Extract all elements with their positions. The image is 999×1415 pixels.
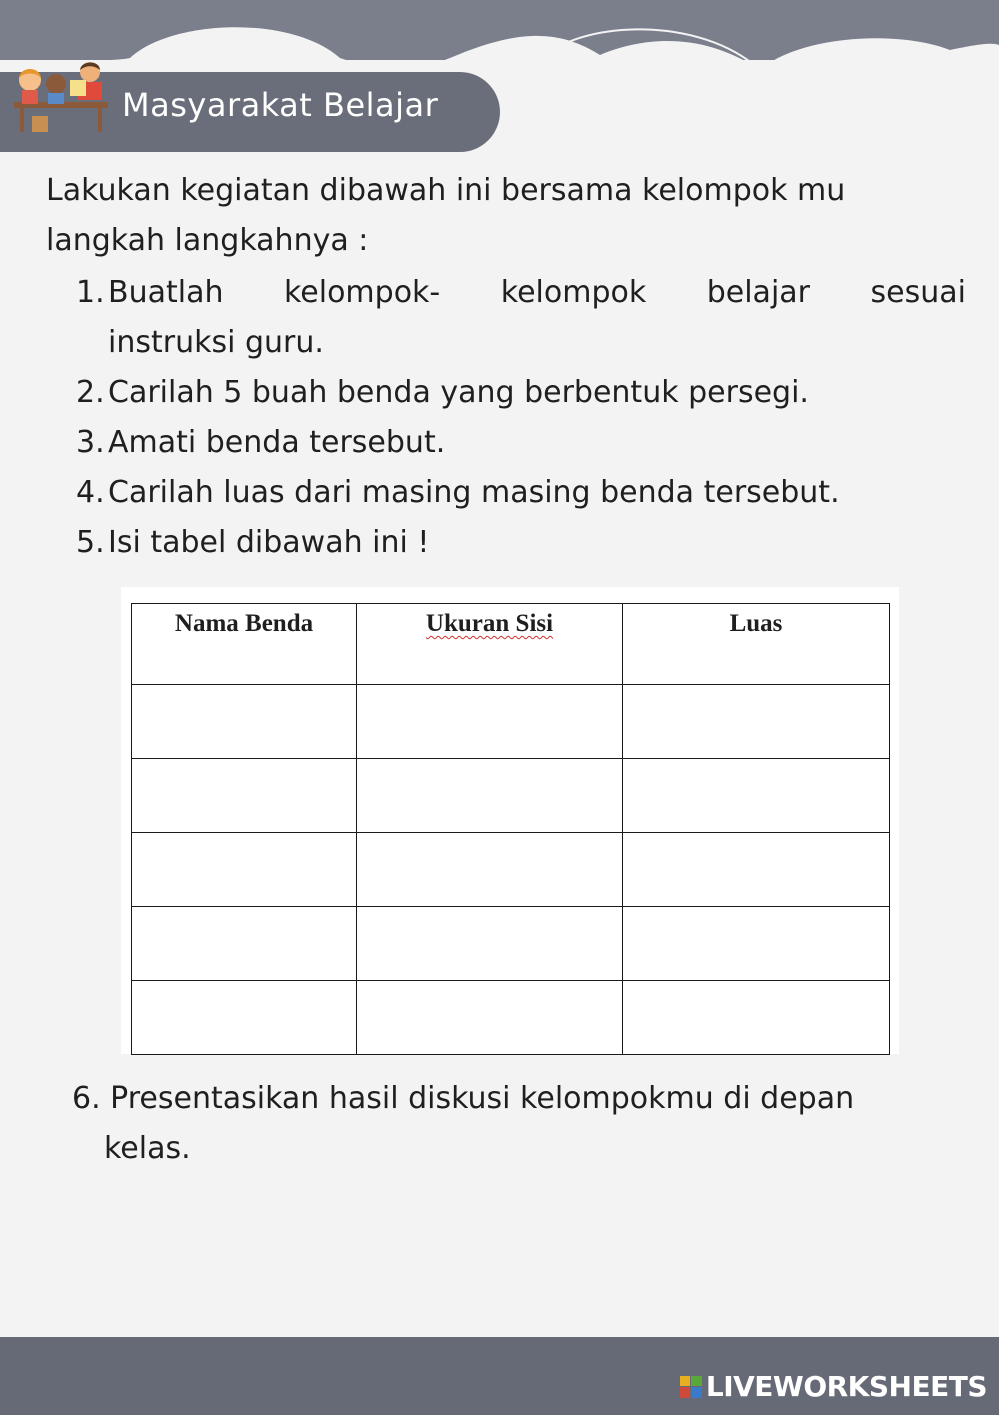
cell-nama-benda[interactable] bbox=[132, 685, 357, 759]
step-6-continuation: kelas. bbox=[104, 1131, 191, 1166]
table-row bbox=[132, 833, 890, 907]
worksheet-table-area bbox=[121, 587, 899, 1054]
cell-luas[interactable] bbox=[623, 981, 890, 1055]
kids-studying-icon bbox=[8, 58, 112, 138]
step-text: Carilah 5 buah benda yang berbentuk persegi. bbox=[108, 375, 809, 410]
step-text: Amati benda tersebut. bbox=[108, 425, 446, 460]
cell-ukuran-sisi[interactable] bbox=[357, 907, 623, 981]
cell-ukuran-sisi[interactable] bbox=[357, 981, 623, 1055]
logo-square bbox=[680, 1376, 691, 1387]
cell-ukuran-sisi[interactable] bbox=[357, 685, 623, 759]
intro-text: Lakukan kegiatan dibawah ini bersama kelompok mu langkah langkahnya : bbox=[46, 173, 846, 258]
liveworksheets-logo-icon bbox=[680, 1376, 702, 1398]
header-nama-benda: Nama Benda bbox=[132, 604, 357, 685]
step-1 bbox=[76, 268, 966, 368]
step-1-word: belajar bbox=[706, 275, 810, 310]
brand-name: LIVEWORKSHEETS bbox=[705, 1370, 987, 1403]
step-1-first-line bbox=[108, 268, 966, 318]
cell-nama-benda[interactable] bbox=[132, 981, 357, 1055]
cell-luas[interactable] bbox=[623, 833, 890, 907]
step-1-word: kelompok bbox=[500, 275, 647, 310]
cell-nama-benda[interactable] bbox=[132, 833, 357, 907]
step-1-word: kelompok- bbox=[283, 275, 441, 310]
table-row bbox=[132, 981, 890, 1055]
step-number: 2. bbox=[76, 375, 105, 410]
step-4 bbox=[76, 468, 966, 518]
cell-ukuran-sisi[interactable] bbox=[357, 833, 623, 907]
step-5 bbox=[76, 518, 966, 568]
step-text: Carilah luas dari masing masing benda tersebut. bbox=[108, 475, 840, 510]
worksheet-table bbox=[131, 603, 890, 1055]
logo-square bbox=[691, 1387, 702, 1398]
header-luas: Luas bbox=[623, 604, 890, 685]
step-1-word: Buatlah bbox=[108, 275, 224, 310]
cell-ukuran-sisi[interactable] bbox=[357, 759, 623, 833]
step-number: 5. bbox=[76, 525, 105, 560]
step-number: 4. bbox=[76, 475, 105, 510]
header-ukuran-sisi-text: Ukuran Sisi bbox=[425, 610, 554, 637]
table-row bbox=[132, 907, 890, 981]
brand-logo-group[interactable] bbox=[680, 1370, 987, 1403]
step-number: 1. bbox=[76, 275, 105, 310]
step-3 bbox=[76, 418, 966, 468]
cell-nama-benda[interactable] bbox=[132, 907, 357, 981]
steps-list bbox=[76, 268, 966, 568]
cell-luas[interactable] bbox=[623, 685, 890, 759]
table-row bbox=[132, 759, 890, 833]
step-text: Isi tabel dibawah ini ! bbox=[108, 525, 430, 560]
table-header-row bbox=[132, 604, 890, 685]
cell-nama-benda[interactable] bbox=[132, 759, 357, 833]
step-1-continuation: instruksi guru. bbox=[108, 325, 324, 360]
table-row bbox=[132, 685, 890, 759]
cell-luas[interactable] bbox=[623, 759, 890, 833]
step-1-word: sesuai bbox=[870, 275, 966, 310]
step-number: 3. bbox=[76, 425, 105, 460]
logo-square bbox=[691, 1376, 702, 1387]
cell-luas[interactable] bbox=[623, 907, 890, 981]
step-6: 6. Presentasikan hasil diskusi kelompokmu di depan bbox=[72, 1081, 855, 1116]
page-title: Masyarakat Belajar bbox=[122, 86, 439, 124]
table-body bbox=[132, 685, 890, 1055]
step-2 bbox=[76, 368, 966, 418]
header-ukuran-sisi bbox=[357, 604, 623, 685]
logo-square bbox=[680, 1387, 691, 1398]
